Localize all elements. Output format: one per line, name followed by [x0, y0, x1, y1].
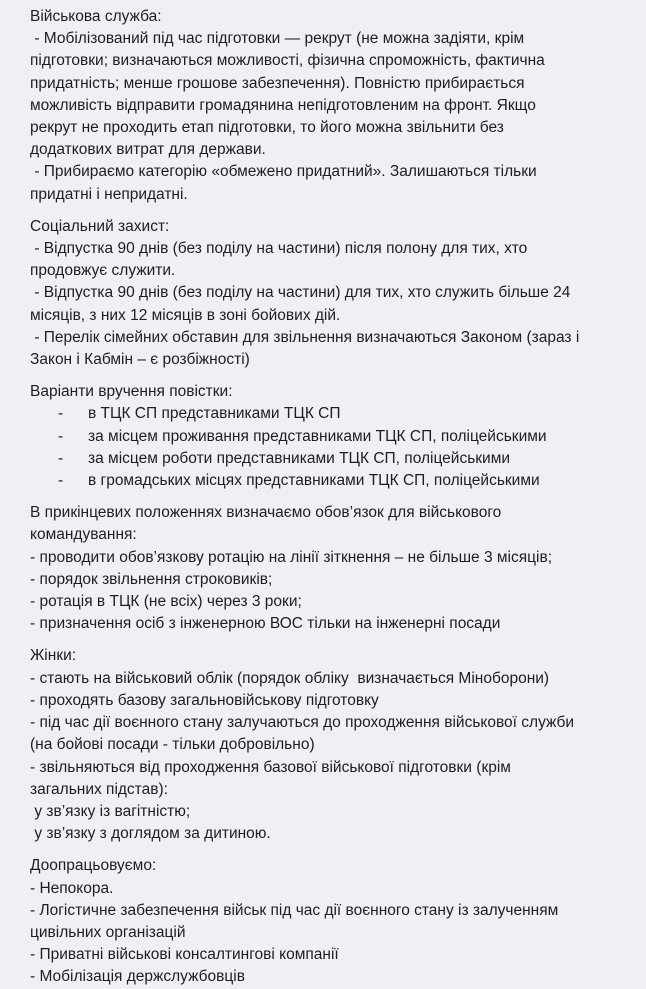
text-line: місяців, з них 12 місяців в зоні бойових дій.: [30, 306, 341, 324]
list-item: [30, 426, 636, 448]
list-item-text: за місцем проживання представниками ТЦК СП, поліцейськими: [88, 427, 547, 445]
section-heading: Жінки:: [30, 647, 77, 665]
text-line: - звільняються від проходження базової військової підготовки (крім: [30, 758, 511, 776]
text-line: можливість відправити громадянина непідготовленим на фронт. Якщо: [30, 96, 536, 114]
section-heading: Доопрацьовуємо:: [30, 857, 157, 875]
text-line: загальних підстав):: [30, 780, 168, 798]
list-marker: -: [58, 472, 64, 490]
list-item-text: в громадських місцях представниками ТЦК СП, поліцейськими: [88, 472, 540, 490]
text-line: придатність; менше грошове забезпечення). Повністю прибирається: [30, 74, 525, 92]
text-line: - Мобілізований під час підготовки — рекрут (не можна задіяти, крім: [30, 30, 525, 48]
text-line: - Відпустка 90 днів (без поділу на частини) після полону для тих, хто: [30, 240, 528, 258]
section-women: [30, 645, 636, 845]
text-line: - Прибираємо категорію «обмежено придатний». Залишаються тільки: [30, 163, 537, 181]
list-item: [30, 403, 636, 425]
text-line: рекрут не проходить етап підготовки, то його можна звільнити без: [30, 119, 504, 137]
section-heading: Варіанти вручення повістки:: [30, 383, 233, 401]
section-heading: Військова служба:: [30, 8, 162, 25]
text-line: - Перелік сімейних обставин для звільнення визначаються Законом (зараз і: [30, 328, 580, 346]
text-line: - під час дії воєнного стану залучаються до проходження військової служби: [30, 714, 575, 732]
list-marker: -: [58, 449, 64, 467]
text-line: - Відпустка 90 днів (без поділу на частини) для тих, хто служить більше 24: [30, 284, 571, 302]
text-line: - Приватні військові консалтингові компанії: [30, 946, 339, 964]
section-final-provisions: [30, 502, 636, 635]
list-item-text: в ТЦК СП представниками ТЦК СП: [88, 405, 341, 423]
list-item: [30, 470, 636, 492]
list-marker: -: [58, 427, 64, 445]
text-line: командування:: [30, 526, 137, 544]
section-social-protection: [30, 216, 636, 371]
section-in-progress: [30, 855, 636, 988]
text-line: продовжує служити.: [30, 262, 176, 280]
section-heading: В прикінцевих положеннях визначаємо обов’язок для військового: [30, 504, 502, 522]
section-summons-delivery: [30, 381, 636, 492]
text-line: - Логістичне забезпечення військ під час дії воєнного стану із залученням: [30, 901, 559, 919]
text-line: у зв’язку з доглядом за дитиною.: [30, 825, 271, 843]
text-line: - порядок звільнення строковиків;: [30, 570, 273, 588]
text-line: - Мобілізація держслужбовців: [30, 968, 245, 986]
text-line: додаткових витрат для держави.: [30, 141, 266, 159]
list-marker: -: [58, 405, 64, 423]
list-item: [30, 448, 636, 470]
list-item-text: за місцем роботи представниками ТЦК СП, поліцейськими: [88, 449, 511, 467]
text-line: - призначення осіб з інженерною ВОС тільки на інженерні посади: [30, 615, 501, 633]
text-line: у зв’язку із вагітністю;: [30, 802, 191, 820]
text-line: придатні і непридатні.: [30, 185, 188, 203]
text-line: Закон і Кабмін – є розбіжності): [30, 351, 250, 369]
text-line: - ротація в ТЦК (не всіх) через 3 роки;: [30, 593, 302, 611]
text-line: - проходять базову загальновійськову підготовку: [30, 691, 379, 709]
text-line: підготовки; визначаються можливості, фізична спроможність, фактична: [30, 52, 545, 70]
section-military-service: [30, 6, 636, 206]
summons-list: [30, 403, 636, 492]
text-line: - проводити обов’язкову ротацію на лінії зіткнення – не більше 3 місяців;: [30, 548, 552, 566]
text-line: - стають на військовий облік (порядок обліку визначається Міноборони): [30, 669, 550, 687]
section-heading: Соціальний захист:: [30, 217, 170, 235]
text-line: - Непокора.: [30, 879, 114, 897]
text-line: цивільних організацій: [30, 923, 186, 941]
text-line: (на бойові посади - тільки добровільно): [30, 736, 315, 754]
